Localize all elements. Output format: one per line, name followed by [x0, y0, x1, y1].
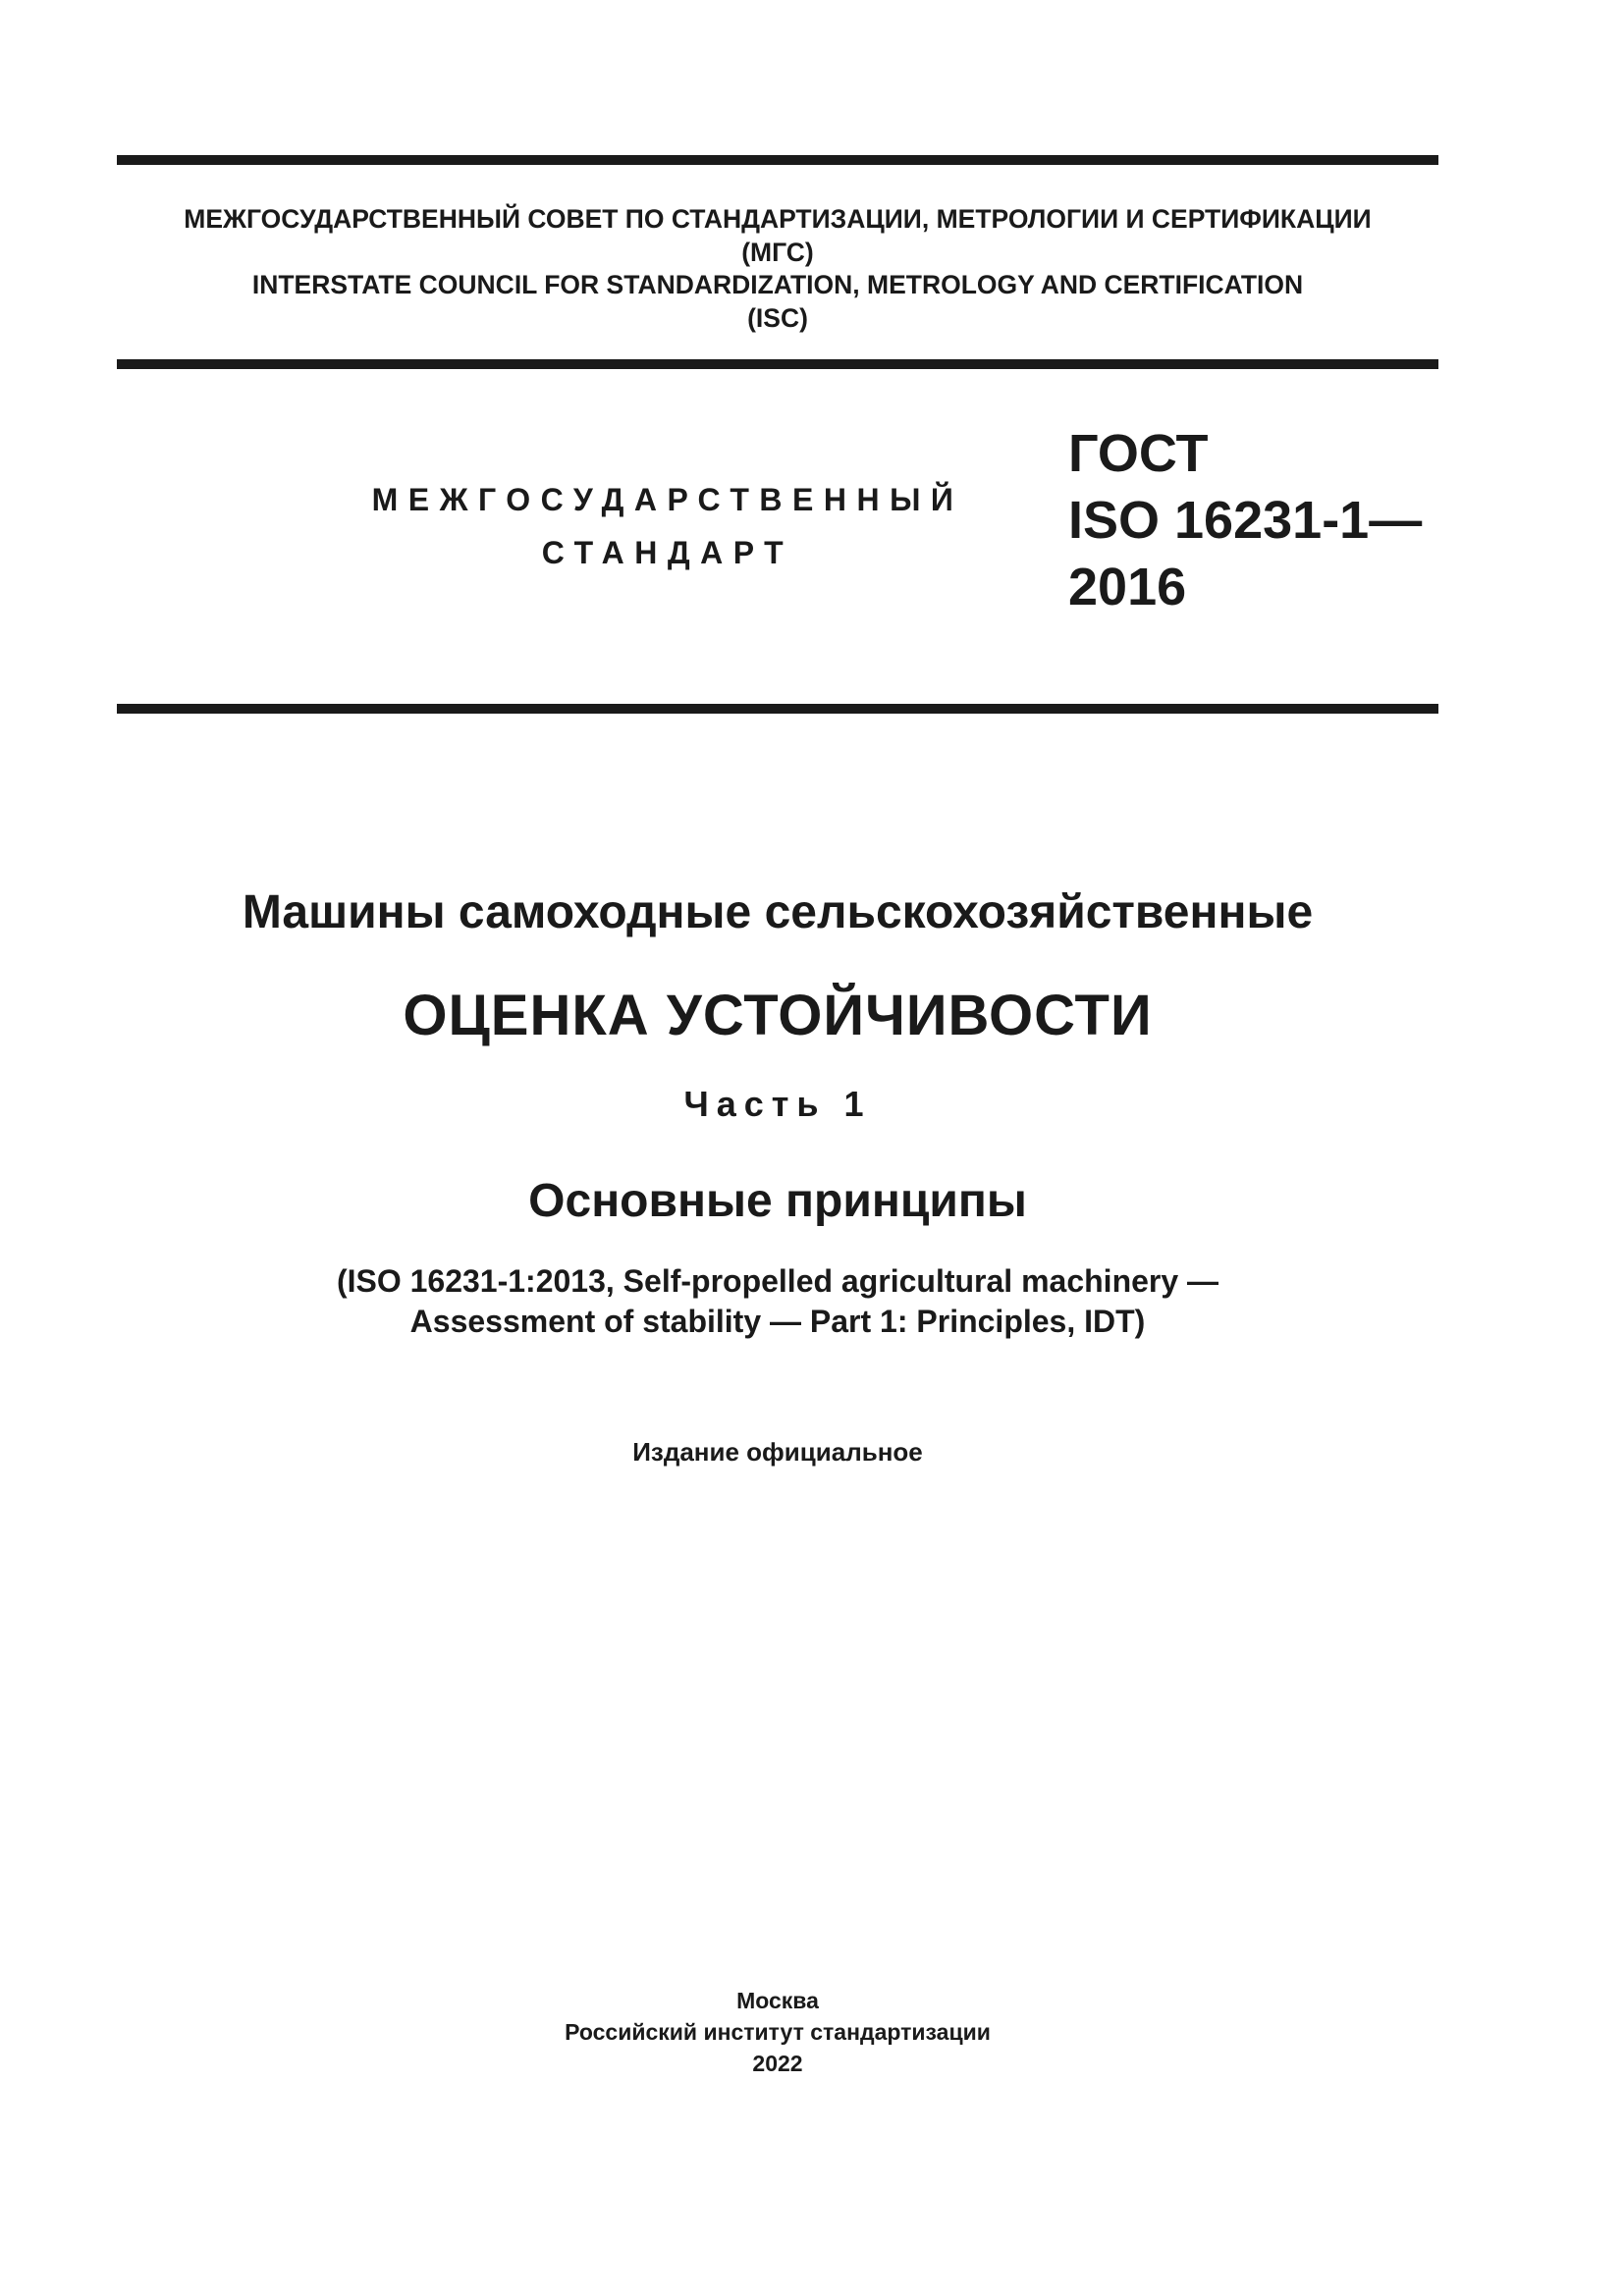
title-block-divider [117, 704, 1438, 714]
document-main-title: ОЦЕНКА УСТОЙЧИВОСТИ [403, 984, 1153, 1047]
document-subject: Машины самоходные сельскохозяйственные [242, 886, 1314, 938]
standard-number [1068, 420, 1422, 620]
standard-label-line1: МЕЖГОСУДАРСТВЕННЫЙ [371, 482, 964, 517]
council-name-ru: МЕЖГОСУДАРСТВЕННЫЙ СОВЕТ ПО СТАНДАРТИЗАЦИИ, МЕТРОЛОГИИ И СЕРТИФИКАЦИИ [184, 204, 1372, 234]
iso-reference-line1: (ISO 16231-1:2013, Self-propelled agricultural machinery — [336, 1263, 1219, 1299]
document-part: Часть 1 [683, 1084, 872, 1124]
publisher-institute: Российский институт стандартизации [565, 2019, 991, 2045]
publisher-block [117, 1985, 1438, 2079]
standard-number-line1: ГОСТ [1068, 424, 1209, 483]
publisher-city: Москва [736, 1988, 819, 2013]
standard-label [324, 473, 1011, 579]
document-subtitle: Основные принципы [528, 1175, 1027, 1227]
council-header [117, 203, 1438, 335]
standard-number-line3: 2016 [1068, 558, 1187, 616]
council-abbr-ru: (МГС) [741, 237, 814, 267]
iso-reference-line2: Assessment of stability — Part 1: Principles, IDT) [409, 1304, 1146, 1339]
header-divider [117, 359, 1438, 369]
edition-note: Издание официальное [632, 1437, 923, 1467]
top-rule [117, 155, 1438, 165]
iso-reference [117, 1261, 1438, 1342]
publication-year: 2022 [752, 2051, 803, 2076]
council-abbr-en: (ISC) [747, 302, 808, 333]
standard-label-line2: СТАНДАРТ [541, 535, 794, 570]
standard-number-line2: ISO 16231-1— [1068, 491, 1423, 550]
council-name-en: INTERSTATE COUNCIL FOR STANDARDIZATION, METROLOGY AND CERTIFICATION [251, 270, 1304, 299]
